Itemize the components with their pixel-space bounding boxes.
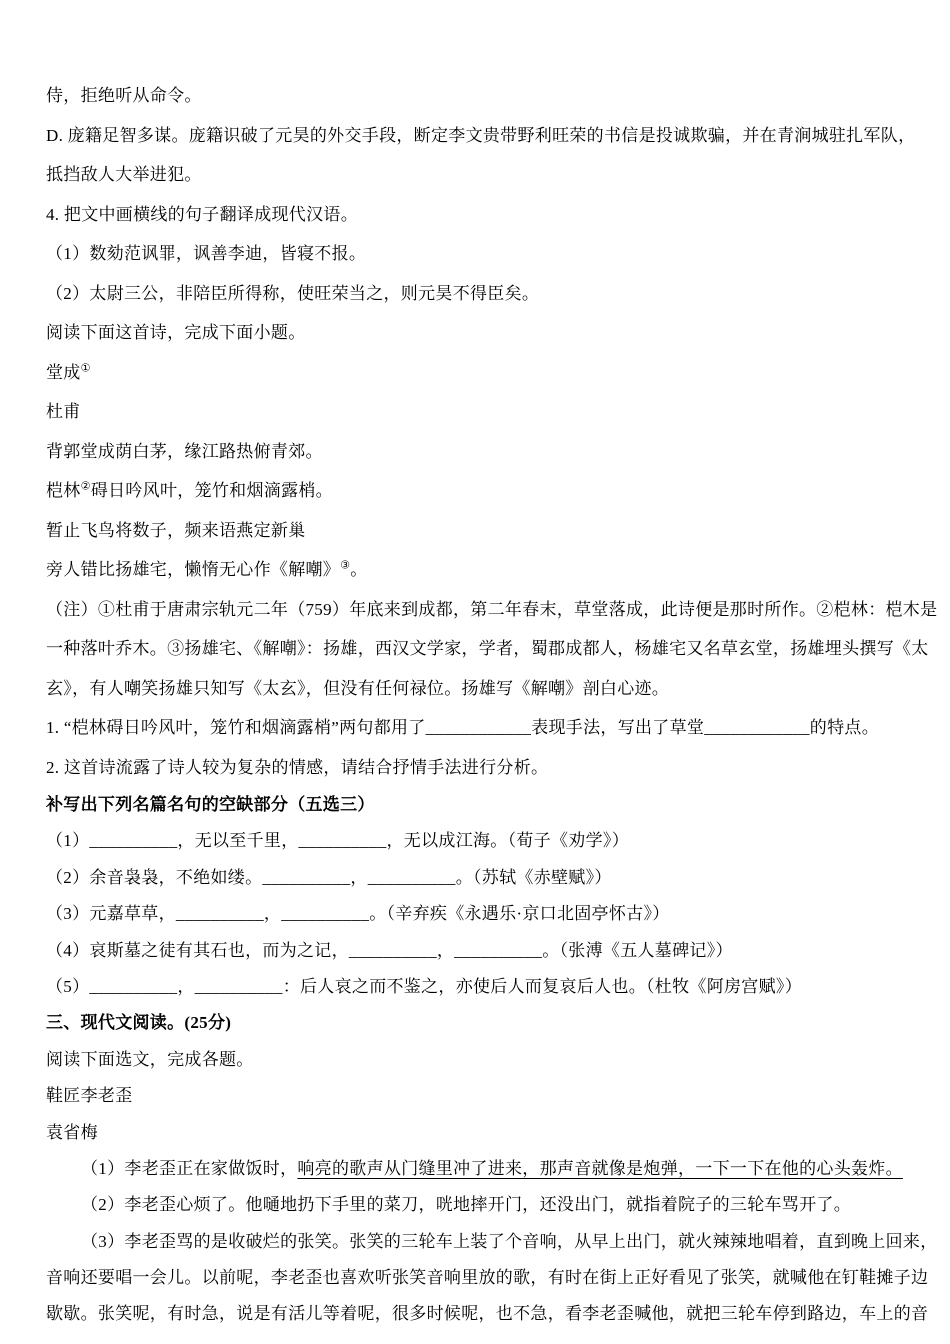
story-para-1 (46, 1151, 904, 1187)
text-segment: 袁省梅 (46, 1122, 98, 1142)
text-segment: 堂成 (46, 362, 81, 382)
text-segment: （2）余音袅袅，不绝如缕。__________，__________。（苏轼《赤壁赋》） (46, 867, 612, 887)
poem-line-3 (46, 511, 904, 551)
poem-note-2 (46, 629, 929, 669)
poem-question-2 (46, 748, 904, 788)
dictation-item-4 (46, 933, 904, 969)
text-segment: 暂止飞鸟将数子，频来语燕定新巢 (46, 520, 306, 540)
poem-author (46, 392, 904, 432)
text-segment: 杜甫 (46, 402, 81, 421)
superscript-note-ref: ③ (340, 559, 351, 572)
text-segment: 侍，拒绝听从命令。 (46, 86, 202, 105)
dictation-item-3 (46, 896, 904, 932)
text-segment: 抵挡敌人大举进犯。 (46, 165, 202, 184)
text-segment: 补写出下列名篇名句的空缺部分（五选三） (46, 795, 375, 814)
question-4-item-1 (46, 234, 904, 274)
text-segment: 。 (350, 560, 368, 579)
text-segment: （3）元嘉草草，__________，__________。（辛弃疾《永遇乐·京口北固亭怀古》） (46, 904, 670, 924)
text-segment: 背郭堂成荫白茅，缘江路热俯青郊。 (46, 441, 323, 461)
text-segment: （3）李老歪骂的是收破烂的张笑。张笑的三轮车上装了个音响，从早上出门，就火辣辣地唱着，直到晚上回来， (81, 1231, 938, 1251)
text-segment: D. 庞籍足智多谋。庞籍识破了元昊的外交手段，断定李文贵带野利旺荣的书信是投诚欺骗，并在青涧城驻扎军队， (46, 125, 916, 145)
poem-line-1 (46, 432, 904, 472)
story-para-3-line-1 (46, 1224, 938, 1260)
answer-option-tail (46, 76, 904, 116)
story-title (46, 1078, 904, 1114)
dictation-item-2 (46, 860, 904, 896)
poem-question-1 (46, 708, 904, 748)
text-segment: 阅读下面选文，完成各题。 (46, 1049, 254, 1069)
text-segment: 阅读下面这首诗，完成下面小题。 (46, 323, 306, 342)
underlined-text: 响亮的歌声从门缝里冲了进来，那声音就像是炮弹，一下一下在他的心头轰炸。 (297, 1158, 903, 1178)
poem-title (46, 353, 904, 393)
dictation-item-5 (46, 969, 904, 1005)
text-segment: （5）__________，__________：后人哀之而不鉴之，亦使后人而复哀后人也。（杜牧《阿房宫赋》） (46, 976, 802, 996)
story-author (46, 1115, 904, 1151)
text-segment: 1. “桤林碍日吟风叶，笼竹和烟滴露梢”两句都用了____________表现手法，写出了草堂____________的特点。 (46, 718, 879, 737)
question-4-item-2 (46, 274, 904, 314)
answer-option-d-cont (46, 155, 904, 195)
poem-note-3 (46, 669, 904, 709)
text-segment: 歇歇。张笑呢，有时急，说是有活儿等着呢，很多时候呢，也不急，看李老歪喊他，就把三轮车停到路边，车上的音 (46, 1304, 929, 1324)
text-segment: 鞋匠李老歪 (46, 1086, 133, 1106)
poem-instruction (46, 313, 904, 353)
text-segment: （1）__________，无以至千里，__________，无以成江海。（荀子《劝学》） (46, 831, 629, 851)
story-para-3-line-3 (46, 1296, 929, 1332)
text-segment: （2）太尉三公，非陪臣所得称，使旺荣当之，则元昊不得臣矣。 (46, 283, 540, 303)
superscript-note-ref: ① (80, 361, 91, 374)
poem-line-4 (46, 550, 904, 590)
reading-instruction (46, 1042, 904, 1078)
text-segment: 音响还要唱一会儿。以前呢，李老歪也喜欢听张笑音响里放的歌，有时在街上正好看见了张笑，就喊他在钉鞋摊子边 (46, 1268, 929, 1288)
text-segment: 三、现代文阅读。(25分) (46, 1013, 232, 1033)
text-segment: （1）数劾范讽罪，讽善李迪，皆寝不报。 (46, 244, 367, 263)
text-segment: （1）李老歪正在家做饭时， (81, 1158, 298, 1178)
text-segment: 玄》，有人嘲笑扬雄只知写《太玄》，但没有任何禄位。扬雄写《解嘲》剖白心迹。 (46, 678, 670, 698)
section-3-heading (46, 1005, 904, 1041)
story-para-2 (46, 1187, 904, 1223)
dictation-item-1 (46, 823, 904, 859)
text-segment: 旁人错比扬雄宅，懒惰无心作《解嘲》 (46, 560, 341, 579)
text-segment: 碍日吟风叶，笼竹和烟滴露梢。 (90, 481, 333, 500)
text-segment: 一种落叶乔木。③扬雄宅、《解嘲》：扬雄，西汉文学家，学者，蜀郡成都人，杨雄宅又名草玄堂，扬雄埋头撰写《太 (46, 639, 929, 658)
dictation-heading (46, 787, 904, 823)
text-segment: （2）李老歪心烦了。他嗵地扔下手里的菜刀，咣地摔开门，还没出门，就指着院子的三轮车骂开了。 (81, 1195, 851, 1215)
superscript-note-ref: ② (80, 480, 91, 493)
poem-note-1 (46, 590, 938, 630)
text-segment: 4. 把文中画横线的句子翻译成现代汉语。 (46, 204, 358, 224)
text-segment: （4）哀斯墓之徒有其石也，而为之记，__________，__________。（张溥《五人墓碑记》） (46, 940, 733, 960)
poem-line-2 (46, 471, 904, 511)
document-body (46, 76, 938, 1333)
text-segment: （注）①杜甫于唐肃宗轨元二年（759）年底来到成都，第二年春末，草堂落成，此诗便是那时所作。②桤林：桤木是 (46, 599, 938, 619)
text-segment: 桤林 (46, 481, 81, 500)
answer-option-d (46, 116, 916, 156)
text-segment: 2. 这首诗流露了诗人较为复杂的情感，请结合抒情手法进行分析。 (46, 757, 549, 777)
question-4 (46, 195, 904, 235)
story-para-3-line-2 (46, 1260, 929, 1296)
